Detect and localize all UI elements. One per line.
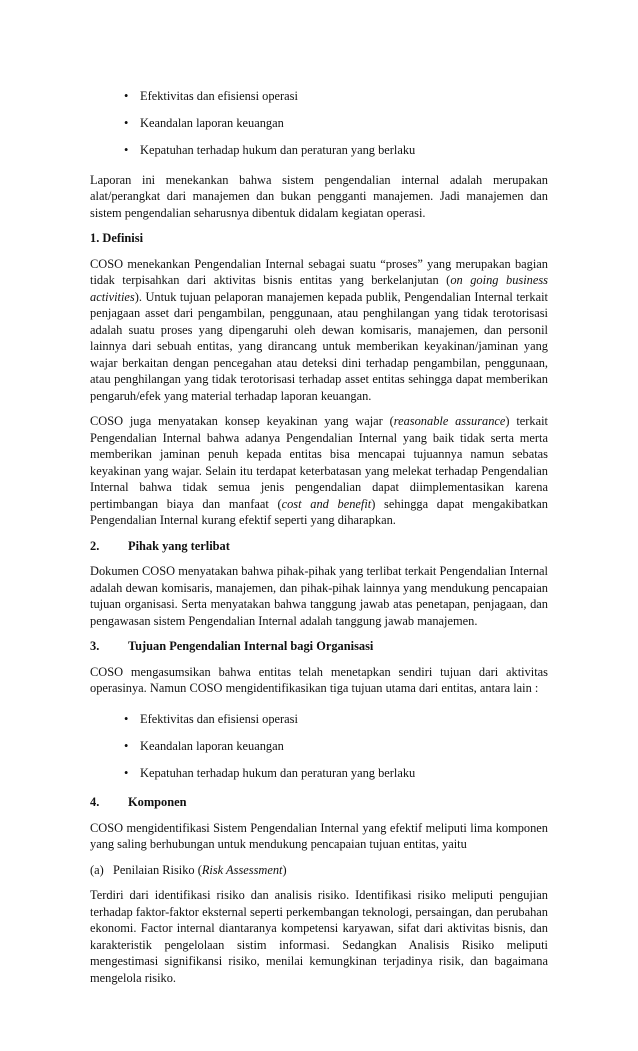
list-item: • Keandalan laporan keuangan	[124, 738, 284, 753]
paragraph-parties: Dokumen COSO menyatakan bahwa pihak-pihak yang terlibat terkait Pengendalian Internal adalah dewan komisaris, manajemen, dan pihak-pihak lainnya yang mendukung pencapaian tujuan organisasi. Serta menyatakan bahwa tanggung jawab atas penetapan, penjagaan, dan pengawasan sistem Pengendalian Internal adalah tanggung jawab manajemen.	[90, 564, 548, 628]
bullet-icon: •	[124, 116, 129, 130]
section-heading-definisi: 1. Definisi	[90, 231, 144, 245]
list-item: • Efektivitas dan efisiensi operasi	[124, 711, 298, 726]
bullet-icon: •	[124, 143, 129, 157]
objectives-list	[90, 711, 548, 782]
list-item: • Kepatuhan terhadap hukum dan peraturan yang berlaku	[124, 143, 416, 157]
bullet-icon: •	[124, 711, 129, 726]
subheading-risk-assessment: (a) Penilaian Risiko (Risk Assessment)	[90, 862, 287, 877]
paragraph-definition: COSO menekankan Pengendalian Internal sebagai suatu “proses” yang merupakan bagian tidak terpisahkan dari aktivitas bisnis entitas yang berkelanjutan (on going business activities). Untuk tujuan pelaporan manajemen kepada publik, Pengendalian Internal terkait penjagaan asset dari pengambilan, penggunaan, atau penghilangan yang tidak terotorisasi adalah suatu proses yang dipengaruhi oleh dewan komisaris, manajemen, dan personil lainnya dari sebuah entitas, yang dirancang untuk memberikan keyakinan/jaminan yang wajar berkaitan dengan pencegahan atau deteksi dini terhadap pengambilan, penggunaan, atau penghilangan yang tidak terotorisasi terhadap asset entitas sehingga dapat memberikan pengaruh/efek yang material terhadap laporan keuangan.	[90, 256, 548, 403]
bullet-icon: •	[124, 738, 129, 753]
paragraph-report-emphasis: Laporan ini menekankan bahwa sistem pengendalian internal adalah merupakan alat/perangkat dari manajemen dan bukan pengganti manajemen. Jadi manajemen dan sistem pengendalian seharusnya dibentuk didalam kegiatan operasi.	[90, 172, 548, 220]
list-item: • Keandalan laporan keuangan	[124, 116, 284, 130]
paragraph-reasonable-assurance: COSO juga menyatakan konsep keyakinan yang wajar (reasonable assurance) terkait Pengendalian Internal bahwa adanya Pengendalian Internal yang baik tidak serta merta memberikan jaminan penuh kepada entitas bisa mencapai tujuannya namun sebatas keyakinan yang wajar. Selain itu terdapat keterbatasan yang melekat terhadap Pengendalian Internal bahwa tidak semua jenis pengendalian dapat diimplementasikan karena pertimbangan biaya dan manfaat (cost and benefit) sehingga dapat mengakibatkan Pengendalian Internal kurang efektif seperti yang diharapkan.	[90, 414, 548, 527]
bullet-icon: •	[124, 765, 129, 780]
paragraph-objectives-intro: COSO mengasumsikan bahwa entitas telah menetapkan sendiri tujuan dari aktivitas operasinya. Namun COSO mengidentifikasikan tiga tujuan utama dari entitas, antara lain :	[90, 664, 548, 695]
section-heading-komponen: 4. Komponen	[90, 795, 187, 809]
list-item: • Efektivitas dan efisiensi operasi	[124, 89, 298, 103]
objectives-list-top	[90, 88, 548, 159]
list-item: • Kepatuhan terhadap hukum dan peraturan yang berlaku	[124, 765, 416, 780]
bullet-icon: •	[124, 89, 129, 103]
paragraph-components: COSO mengidentifikasi Sistem Pengendalian Internal yang efektif meliputi lima komponen yang saling berhubungan untuk mendukung pencapaian tujuan entitas, yaitu	[90, 820, 548, 851]
section-heading-pihak: 2. Pihak yang terlibat	[90, 538, 230, 553]
section-heading-tujuan: 3. Tujuan Pengendalian Internal bagi Organisasi	[90, 639, 374, 653]
paragraph-risk-assessment: Terdiri dari identifikasi risiko dan analisis risiko. Identifikasi risiko meliputi pengujian terhadap faktor-faktor eksternal seperti perkembangan teknologi, persaingan, dan perubahan ekonomi. Factor internal diantaranya kompetensi karyawan, sifat dari aktivitas bisnis, dan karakteristik pengelolaan sistim informasi. Sedangkan Analisis Risiko meliputi mengestimasi signifikansi risiko, menilai kemungkinan terjadinya risik, dan bagaimana mengelola risiko.	[90, 888, 548, 985]
document-content	[90, 88, 548, 995]
